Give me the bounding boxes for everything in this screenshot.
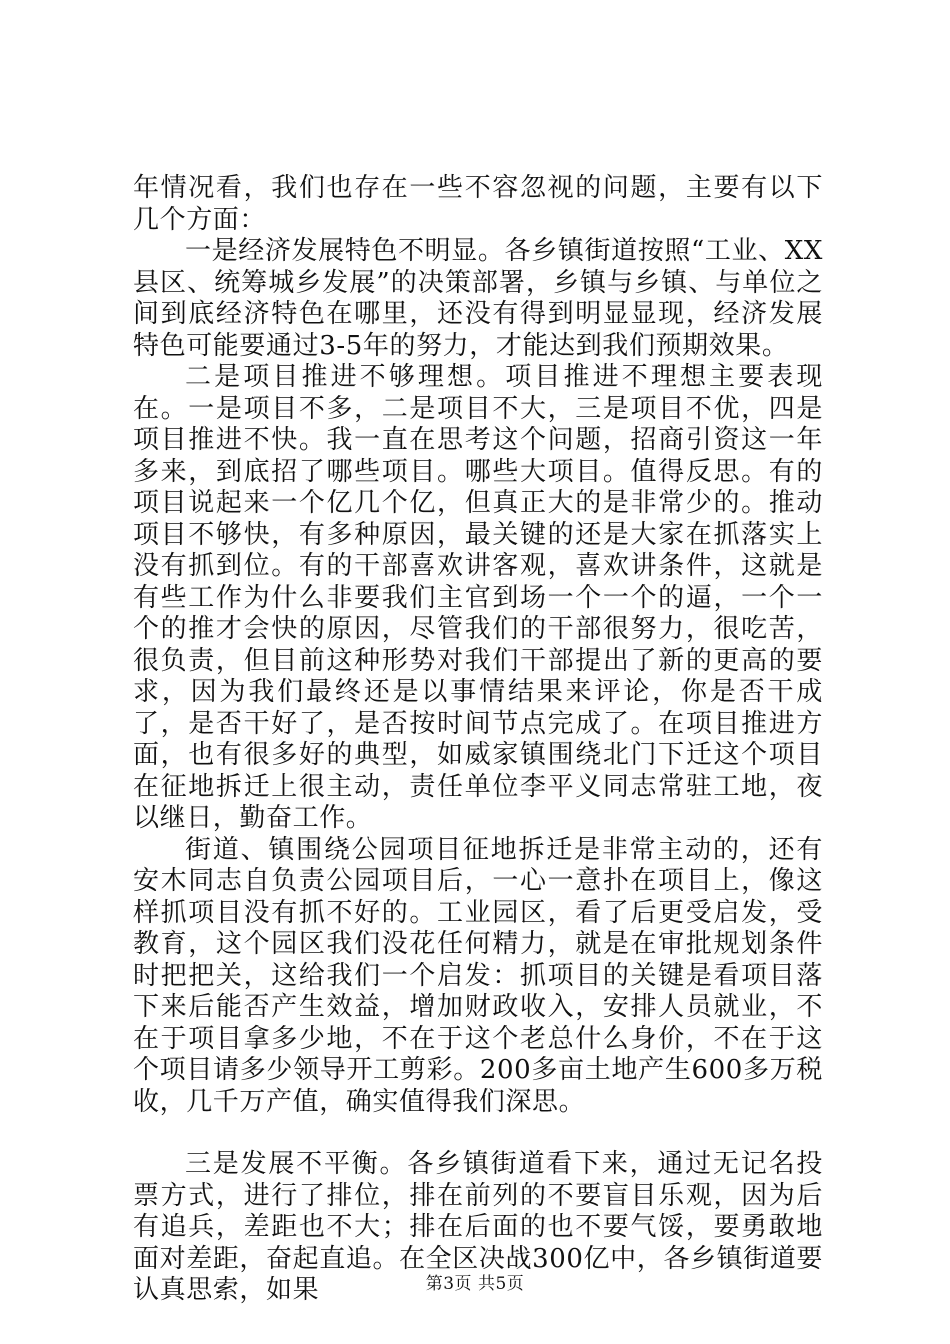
paragraph-continuation: 年情况看，我们也存在一些不容忽视的问题，主要有以下几个方面： — [133, 173, 823, 235]
document-body — [133, 173, 823, 1307]
page-number-footer: 第3页 共5页 — [425, 1274, 525, 1294]
paragraph-point-two: 二是项目推进不够理想。项目推进不理想主要表现在。一是项目不多，二是项目不大，三是项目不优，四是项目推进不快。我一直在思考这个问题，招商引资这一年多来，到底招了哪些项目。哪些大项目。值得反思。有的项目说起来一个亿几个亿，但真正大的是非常少的。推动项目不够快，有多种原因，最关键的还是大家在抓落实上没有抓到位。有的干部喜欢讲客观，喜欢讲条件，这就是有些工作为什么非要我们主官到场一个一个的逼，一个一个的推才会快的原因，尽管我们的干部很努力，很吃苦，很负责，但目前这种形势对我们干部提出了新的更高的要求，因为我们最终还是以事情结果来评论，你是否干成了，是否干好了，是否按时间节点完成了。在项目推进方面，也有很多好的典型，如威家镇围绕北门下迁这个项目在征地拆迁上很主动，责任单位李平义同志常驻工地，夜以继日，勤奋工作。 — [133, 362, 823, 833]
paragraph-examples: 街道、镇围绕公园项目征地拆迁是非常主动的，还有安木同志自负责公园项目后，一心一意扑在项目上，像这样抓项目没有抓不好的。工业园区，看了后更受启发，受教育，这个园区我们没花任何精力，就是在审批规划条件时把把关，这给我们一个启发：抓项目的关键是看项目落下来后能否产生效益，增加财政收入，安排人员就业，不在于项目拿多少地，不在于这个老总什么身价，不在于这个项目请多少领导开工剪彩。200多亩土地产生600多万税收，几千万产值，确实值得我们深思。 — [133, 834, 823, 1117]
paragraph-point-three: 三是发展不平衡。各乡镇街道看下来，通过无记名投票方式，进行了排位，排在前列的不要盲目乐观，因为后有追兵，差距也不大；排在后面的也不要气馁，要勇敢地面对差距，奋起直追。在全区决战300亿中，各乡镇街道要认真思索，如果 — [133, 1149, 823, 1305]
paragraph-point-one: 一是经济发展特色不明显。各乡镇街道按照“工业、XX县区、统筹城乡发展”的决策部署，乡镇与乡镇、与单位之间到底经济特色在哪里，还没有得到明显显现，经济发展特色可能要通过3-5年的努力，才能达到我们预期效果。 — [133, 236, 823, 361]
